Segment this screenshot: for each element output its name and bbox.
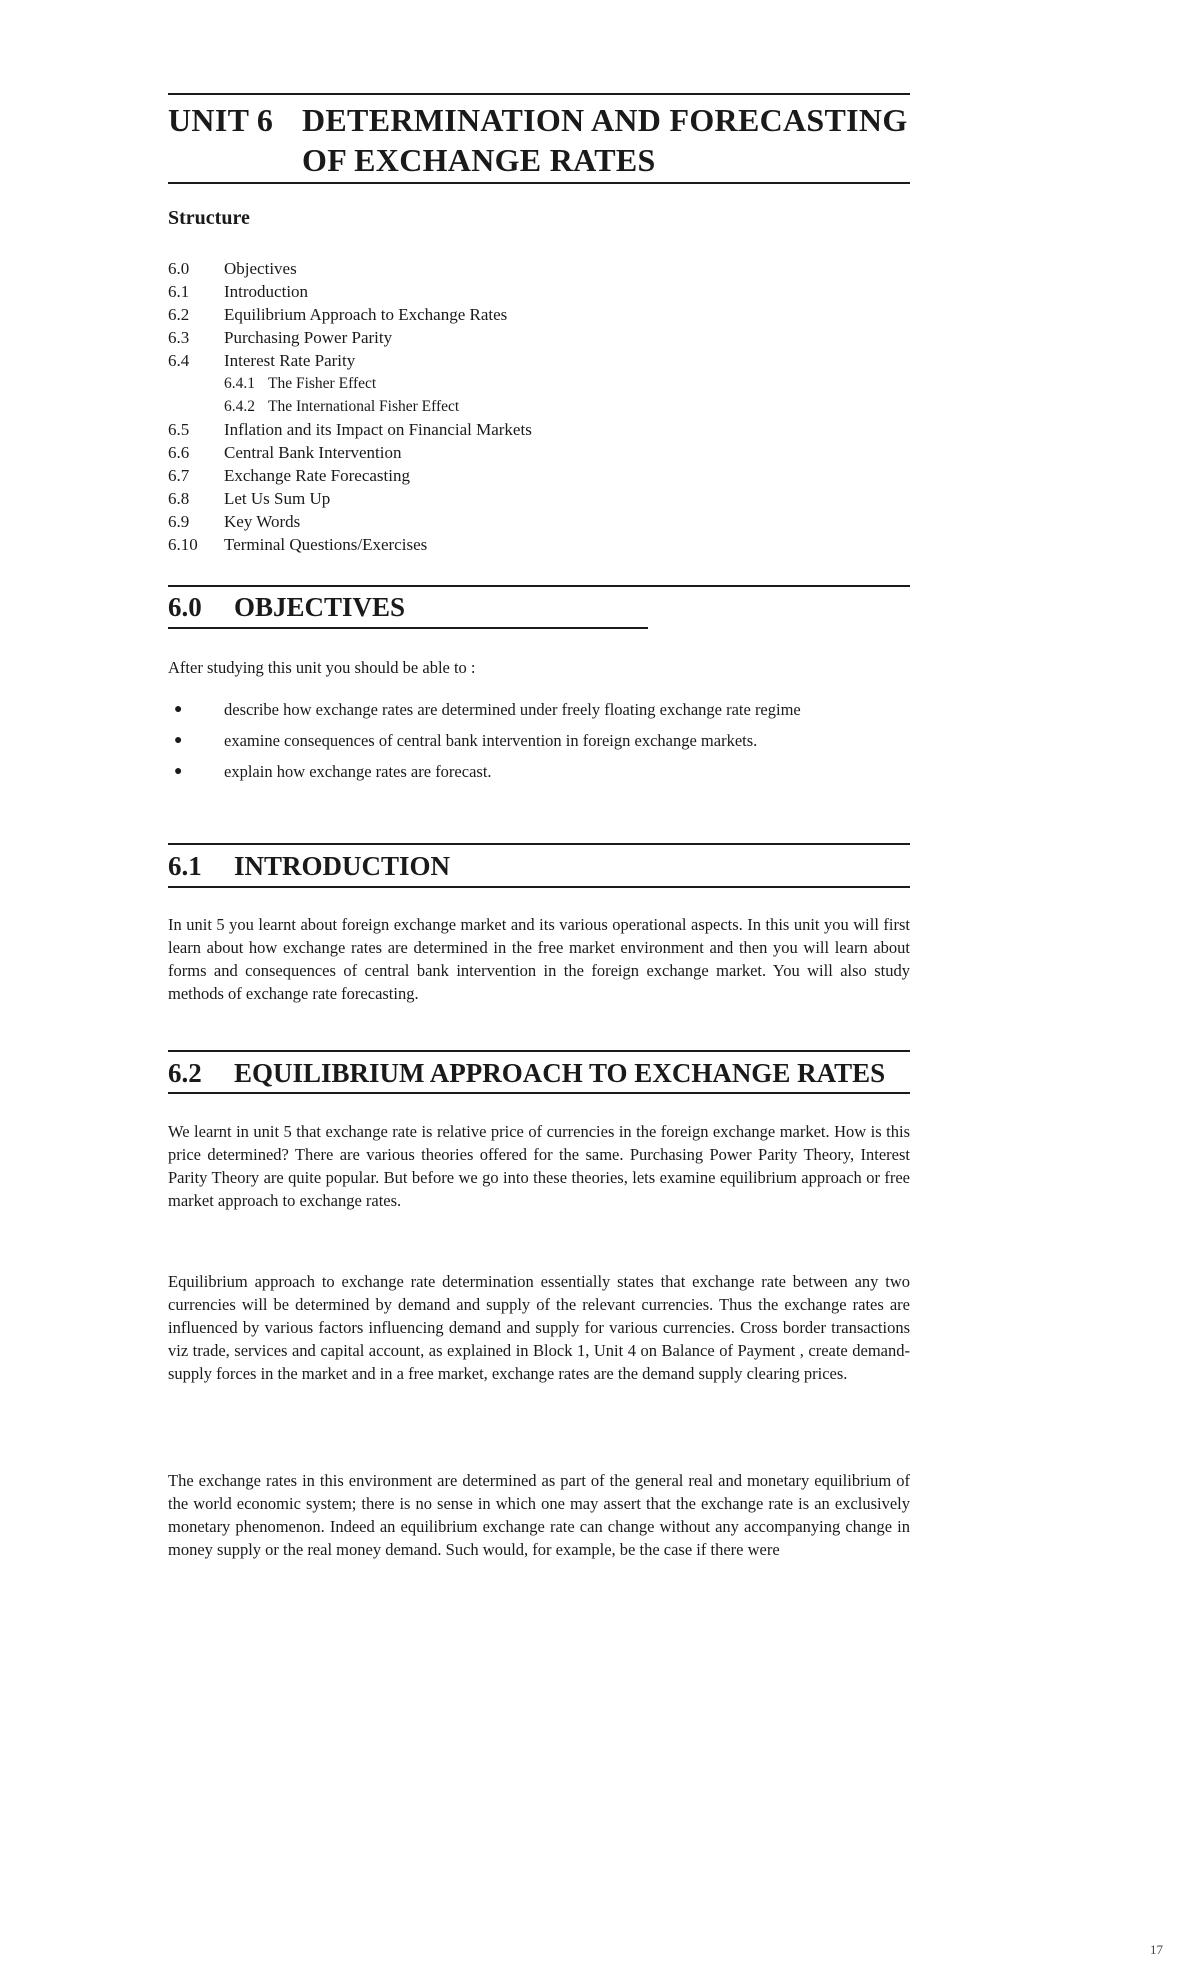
structure-item (168, 441, 532, 464)
equilibrium-paragraph-2 (168, 1270, 910, 1385)
structure-item-number: 6.4 (168, 351, 190, 370)
structure-item (168, 464, 532, 487)
introduction-paragraph (168, 913, 910, 1005)
section-rule-bottom (168, 627, 648, 629)
section-rule-top (168, 1050, 910, 1052)
list-item (168, 760, 910, 784)
structure-item-number: 6.10 (168, 535, 198, 554)
structure-item-label: Exchange Rate Forecasting (224, 466, 410, 485)
structure-item (168, 418, 532, 441)
structure-item-number: 6.8 (168, 489, 190, 508)
section-title: INTRODUCTION (234, 851, 451, 881)
bullet-icon: ● (174, 764, 183, 779)
structure-item (168, 349, 532, 372)
bullet-icon: ● (174, 733, 183, 748)
unit-number: UNIT 6 (168, 102, 274, 138)
paragraph: In unit 5 you learnt about foreign exchange market and its various operational aspects. In this unit you will first learn about how exchange rates are determined in the free market environment and then you will learn about forms and consequences of central bank intervention in the foreign exchange market. You will also study methods of exchange rate forecasting. (168, 915, 910, 1003)
list-item-text: examine consequences of central bank intervention in foreign exchange markets. (224, 731, 758, 750)
equilibrium-paragraph-1 (168, 1120, 910, 1212)
section-heading-equilibrium (168, 1056, 885, 1090)
structure-item-label: Equilibrium Approach to Exchange Rates (224, 305, 508, 324)
section-rule-top (168, 585, 910, 587)
top-rule (168, 93, 910, 95)
page-number: 17 (1150, 1942, 1163, 1957)
list-item-text: explain how exchange rates are forecast. (224, 762, 492, 781)
structure-item-number: 6.5 (168, 420, 190, 439)
structure-item-number: 6.2 (168, 305, 190, 324)
section-number: 6.0 (168, 592, 202, 622)
objectives-list (168, 698, 910, 791)
bullet-icon: ● (174, 702, 183, 717)
section-heading-objectives (168, 590, 405, 624)
paragraph: The exchange rates in this environment are determined as part of the general real and monetary equilibrium of the world economic system; there is no sense in which one may assert that the exchange rate is an exclusively monetary phenomenon. Indeed an equilibrium exchange rate can change without any accompanying change in money supply or the real money demand. Such would, for example, be the case if there were (168, 1471, 910, 1559)
structure-item (168, 533, 532, 556)
structure-item-label: Inflation and its Impact on Financial Markets (224, 420, 532, 439)
equilibrium-paragraph-3 (168, 1469, 910, 1561)
structure-item (168, 510, 532, 533)
structure-item-label: Terminal Questions/Exercises (224, 535, 428, 554)
section-rule-bottom (168, 1092, 910, 1094)
structure-item-label: Key Words (224, 512, 301, 531)
structure-item-label: Central Bank Intervention (224, 443, 402, 462)
structure-item-number: 6.4.1 (224, 375, 255, 392)
section-number: 6.1 (168, 851, 202, 881)
paragraph: We learnt in unit 5 that exchange rate is relative price of currencies in the foreign exchange market. How is this price determined? There are various theories offered for the same. Purchasing Power Parity Theory, Interest Parity Theory are quite popular. But before we go into these theories, lets examine equilibrium approach or free market approach to exchange rates. (168, 1122, 910, 1210)
structure-item-number: 6.4.2 (224, 398, 255, 415)
structure-item (168, 280, 532, 303)
structure-item (168, 395, 532, 418)
section-rule-top (168, 843, 910, 845)
structure-item-number: 6.9 (168, 512, 190, 531)
structure-item (168, 303, 532, 326)
structure-item-label: Introduction (224, 282, 309, 301)
structure-item-label: Interest Rate Parity (224, 351, 356, 370)
structure-list (168, 257, 532, 556)
structure-item (168, 257, 532, 280)
list-item-text: describe how exchange rates are determined under freely floating exchange rate regime (224, 700, 801, 719)
structure-item-label: Purchasing Power Parity (224, 328, 393, 347)
section-title: EQUILIBRIUM APPROACH TO EXCHANGE RATES (234, 1058, 886, 1088)
list-item (168, 698, 910, 722)
structure-item (168, 326, 532, 349)
structure-item-label: Let Us Sum Up (224, 489, 331, 508)
structure-item-label: The International Fisher Effect (268, 398, 460, 415)
structure-item-number: 6.0 (168, 259, 190, 278)
objectives-intro: After studying this unit you should be able to : (168, 658, 476, 677)
structure-item-label: The Fisher Effect (268, 375, 377, 392)
structure-item (168, 487, 532, 510)
structure-item-number: 6.7 (168, 466, 190, 485)
section-number: 6.2 (168, 1058, 202, 1088)
structure-label: Structure (168, 207, 250, 229)
title-underline (168, 182, 910, 184)
section-title: OBJECTIVES (234, 592, 406, 622)
structure-item (168, 372, 532, 395)
structure-item-label: Objectives (224, 259, 297, 278)
unit-title: DETERMINATION AND FORECASTING OF EXCHANGE RATES (302, 102, 908, 178)
structure-item-number: 6.3 (168, 328, 190, 347)
structure-item-number: 6.1 (168, 282, 190, 301)
section-rule-bottom (168, 886, 910, 888)
section-heading-introduction (168, 849, 450, 883)
structure-item-number: 6.6 (168, 443, 190, 462)
list-item (168, 729, 910, 753)
paragraph: Equilibrium approach to exchange rate determination essentially states that exchange rate between any two currencies will be determined by demand and supply of the relevant currencies. Thus the exchange rates are influenced by various factors influencing demand and supply for various currencies. Cross border transactions viz trade, services and capital account, as explained in Block 1, Unit 4 on Balance of Payment , create demand- supply forces in the market and in a free market, exchange rates are the demand supply clearing prices. (168, 1272, 910, 1383)
